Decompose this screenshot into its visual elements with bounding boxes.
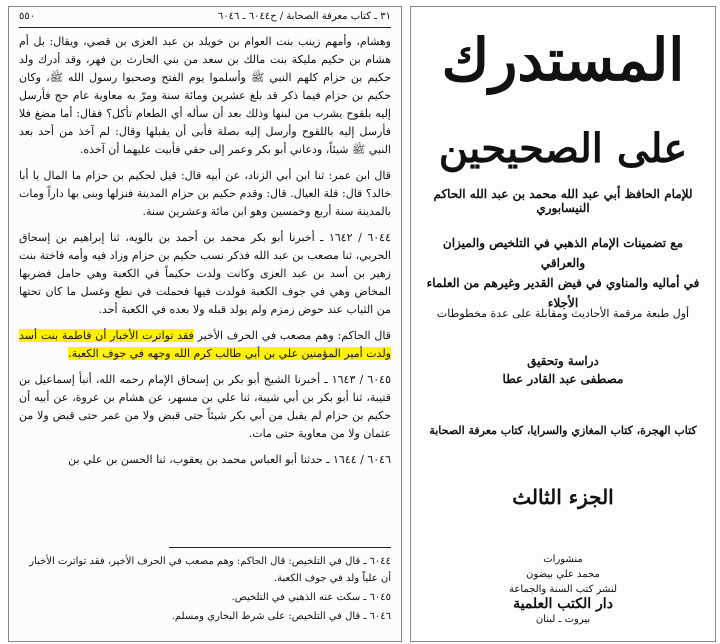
footnote-rule: [169, 547, 391, 548]
hakim-comment: [19, 327, 391, 363]
header-rule: [19, 27, 391, 28]
highlighted-text: فقد تواترت الأخبار أن فاطمة بنت أسد ولدت أمير المؤمنين علي بن أبي طالب كرم الله وجهه في جوف الكعبة.: [19, 329, 391, 360]
editor-name: مصطفى عبد القادر عطا: [502, 372, 624, 386]
book-title: المستدرك: [441, 26, 685, 94]
paragraph: قال ابن عمر: ثنا ابن أبي الزناد، عن أبيه قال: قيل لحكيم بن حزام ما المال يا أبا خالد؟ قال: قلة العيال. قال: وقدم حكيم بن حزام المدينة فنزلها وبنى بها داراً ومات بالمدينة سنة أربع وخمسين وهو ابن مائة وعشرين سنة.: [19, 169, 391, 218]
publisher-name: محمد علي بيضون: [526, 569, 600, 580]
author-line: للإمام الحافظ أبي عبد الله محمد بن عبد الله الحاكم النيسابوري: [433, 187, 693, 215]
includes-block: [421, 233, 705, 313]
editor-block: [421, 352, 705, 388]
includes-line: مع تضمينات الإمام الذهبي في التلخيص والميزان والعراقي: [442, 236, 684, 270]
paragraph: ٦٠٤٥ / ١٦٤٣ ـ أخبرنا الشيخ أبو بكر بن إسحاق الإمام رحمه الله، أنبأ إسماعيل بن قتيبة، ثنا أبو بكر بن أبي شيبة، ثنا علي بن مسهر، عن هشام بن عروة، عن أبيه أن حكيم بن حزام لم يقبل من أبي بكر شيئاً حتى قبض ولا من عمر حتى قبض ولا من عثمان ولا من معاوية حتى مات.: [19, 373, 391, 440]
comment-prefix: قال الحاكم: وهم مصعب في الحرف الأخير: [197, 329, 392, 342]
footnote: ٦٠٤٤ ـ قال في التلخيص: قال الحاكم: وهم مصعب في الحرف الأخير، فقد تواترت الأخبار أن علياً ولد في جوف الكعبة.: [29, 556, 391, 584]
publisher-note: لنشر كتب السنة والجماعة: [508, 584, 618, 595]
footnote: ٦٠٤٦ ـ قال في التلخيص: على شرط البخاري ومسلم.: [171, 611, 391, 622]
page-body: [19, 33, 391, 477]
edition-note: أول طبعة مرقمة الأحاديث ومقابلة على عدة مخطوطات: [436, 307, 690, 320]
left-page: [8, 6, 402, 642]
running-head: ٣١ ـ كتاب معرفة الصحابة / ح٦٠٤٤ ـ ٦٠٤٦: [217, 11, 391, 22]
paragraph: ٦٠٤٦ / ١٦٤٤ ـ حدثنا أبو العباس محمد بن يعقوب، ثنا الحسن بن علي بن: [68, 453, 391, 466]
books-included: كتاب الهجرة، كتاب المغازي والسرايا، كتاب معرفة الصحابة: [429, 424, 697, 437]
paragraph: وهشام، وأمهم زينب بنت العوام بن خويلد بن عبد العزى بن قصي، ويقال: بل أم هشام بن حكيم مليكة بنت مالك بن سعد من بني الحارث بن فهر، وقد أدرك ولد حكيم بن حزام كلهم النبي ﷺ وأسلموا يوم الفتح وصحبوا رسول الله ﷺ، وكان حكيم بن حزام فيما ذكر قد بلغ عشرين ومائة سنة ومرّ به معاوية عام حج فأرسل إليه بلقوح يشرب من لبنها وذلك بعد أن سأله أي الطعام تأكل؟ فقال: أما مضغ فلا فأرسل إليه باللقوح وأرسل إليه بصلة فأبى أن يقبلها وقال: لم آخذ من أحد بعد النبي ﷺ شيئاً، ودعاني أبو بكر وعمر إلى حقي فأبيت عليهما أن آخذه.: [19, 35, 391, 156]
paragraph: ٦٠٤٤ / ١٦٤٢ ـ أخبرنا أبو بكر محمد بن أحمد بن بالويه، ثنا إبراهيم بن إسحاق الحربي، ثنا مصعب بن عبد الله فذكر نسب حكيم بن حزام وزاد فيه وأمه فاختة بنت زهير بن أسد بن عبد العزى وكانت ولدت حكيماً في الكعبة وهي حامل فضربها المخاض وهي في جوف الكعبة فولدت فيها فحملت في نطع وغسل ما كان تحتها من الثياب عند حوض زمزم ولم يولد قبله ولا بعده في الكعبة أحد.: [19, 231, 391, 316]
includes-line: في أماليه والمناوي في فيض القدير وغيرهم من العلماء الأجلاء: [426, 276, 700, 310]
page-header: [19, 11, 391, 27]
page-number: ٥٥٠: [19, 11, 36, 22]
publishing-house: دار الكتب العلمية: [513, 596, 613, 612]
footnotes: [19, 553, 391, 627]
publisher-city: بيروت ـ لبنان: [535, 614, 591, 625]
footnote: ٦٠٤٥ ـ سكت عنه الذهبي في التلخيص.: [231, 592, 391, 603]
book-subtitle: على الصحيحين: [438, 125, 688, 172]
publisher-label: منشورات: [543, 554, 583, 565]
study-label: دراسة وتحقيق: [527, 354, 599, 368]
volume-label: الجزء الثالث: [512, 485, 614, 509]
publisher-block: [421, 552, 705, 627]
title-page: [410, 6, 716, 642]
